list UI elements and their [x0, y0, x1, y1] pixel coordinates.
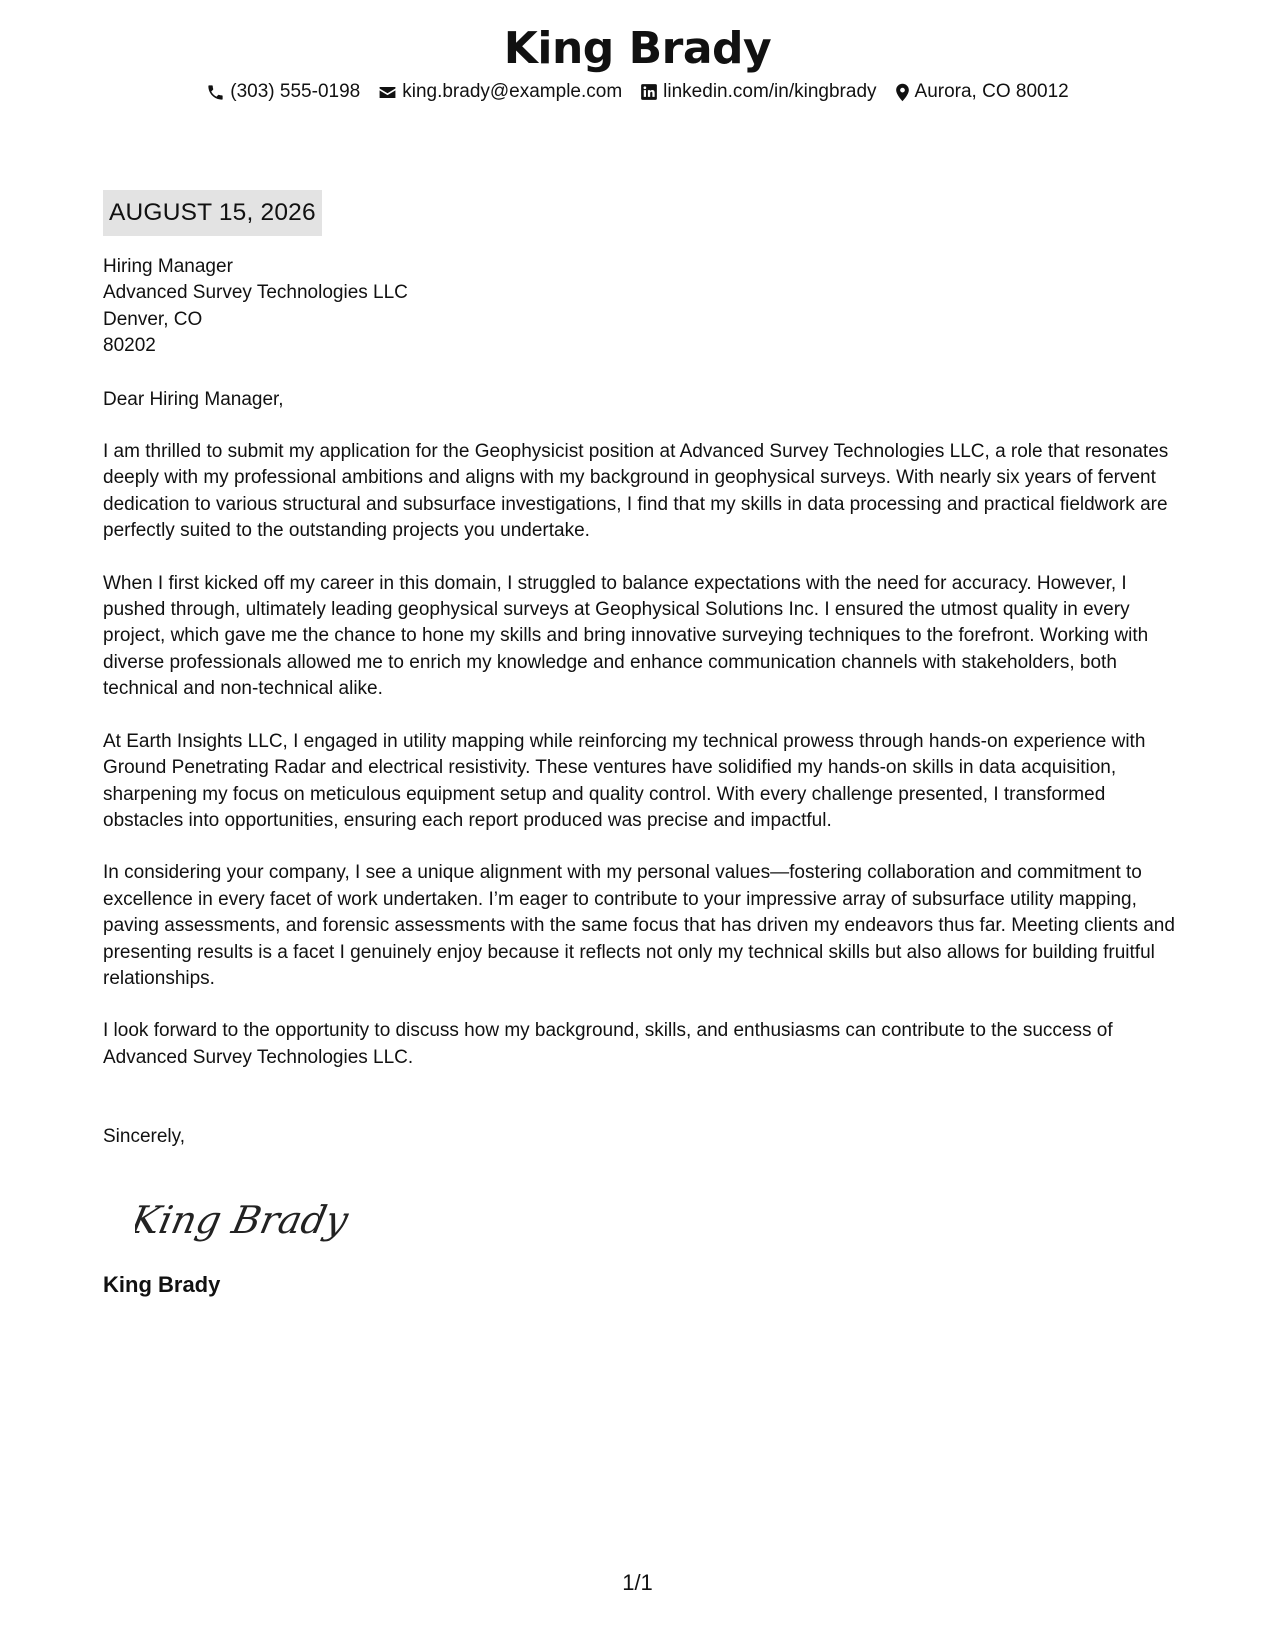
recipient-line: Advanced Survey Technologies LLC: [103, 282, 408, 304]
recipient-block: [103, 254, 1178, 360]
contact-phone-text: (303) 555-0198: [230, 81, 361, 102]
contact-linkedin-text: linkedin.com/in/kingbrady: [663, 81, 877, 102]
closing: Sincerely,: [103, 1126, 186, 1148]
body-paragraph: I look forward to the opportunity to discuss how my background, skills, and enthusiasms can contribute to the success of Advanced Survey Technologies LLC.: [103, 1020, 1113, 1068]
contact-email-text: king.brady@example.com: [402, 81, 623, 102]
body-paragraph: When I first kicked off my career in this domain, I struggled to balance expectations with the need for accuracy. However, I pushed through, ultimately leading geophysical surveys at Geophysical Solutions Inc. I ensured the utmost quality in every project, which gave me the chance to hone my skills and bring innovative surveying techniques to the forefront. Working with diverse professionals allowed me to enrich my knowledge and enhance communication channels with stakeholders, both technical and non-technical alike.: [103, 572, 1149, 700]
page-indicator: 1/1: [622, 1570, 653, 1595]
recipient-line: 80202: [103, 335, 156, 357]
applicant-name: King Brady: [503, 23, 772, 74]
salutation: Dear Hiring Manager,: [103, 388, 284, 410]
signer-name: King Brady: [103, 1272, 221, 1297]
map-marker-icon: [895, 83, 910, 102]
envelope-icon: [378, 83, 397, 102]
phone-icon: [206, 83, 225, 102]
contact-location: [895, 78, 1069, 106]
body-paragraph: In considering your company, I see a unique alignment with my personal values—fostering collaboration and commitment to excellence in every facet of work undertaken. I’m eager to contribute to your impressive array of subsurface utility mapping, paving assessments, and forensic assessments with the same focus that has driven my endeavors thus far. Meeting clients and presenting results is a facet I genuinely enjoy because it reflects not only my technical skills but also allows for building fruitful relationships.: [103, 862, 1175, 989]
letter-date: AUGUST 15, 2026: [103, 190, 322, 236]
body-paragraph: At Earth Insights LLC, I engaged in utility mapping while reinforcing my technical prowess through hands-on experience with Ground Penetrating Radar and electrical resistivity. These ventures have solidified my hands-on skills in data acquisition, sharpening my focus on meticulous equipment setup and quality control. With every challenge presented, I transformed obstacles into opportunities, ensuring each report produced was precise and impactful.: [103, 730, 1146, 831]
handwritten-signature: [135, 1185, 355, 1260]
contact-bar: [0, 78, 1275, 106]
contact-linkedin[interactable]: [640, 78, 876, 106]
contact-email[interactable]: [378, 78, 622, 106]
recipient-line: Denver, CO: [103, 308, 203, 330]
letter-body: [103, 254, 1178, 1151]
recipient-line: Hiring Manager: [103, 256, 233, 277]
contact-location-text: Aurora, CO 80012: [914, 81, 1069, 102]
body-paragraph: I am thrilled to submit my application for the Geophysicist position at Advanced Survey Technologies LLC, a role that resonates deeply with my professional ambitions and aligns with my background in geophysical surveys. With nearly six years of fervent dedication to various structural and subsurface investigations, I find that my skills in data processing and practical fieldwork are perfectly suited to the outstanding projects you undertake.: [103, 441, 1169, 542]
contact-phone[interactable]: [206, 78, 360, 106]
linkedin-icon: [640, 83, 658, 101]
signature-text: King Brady: [135, 1198, 353, 1243]
